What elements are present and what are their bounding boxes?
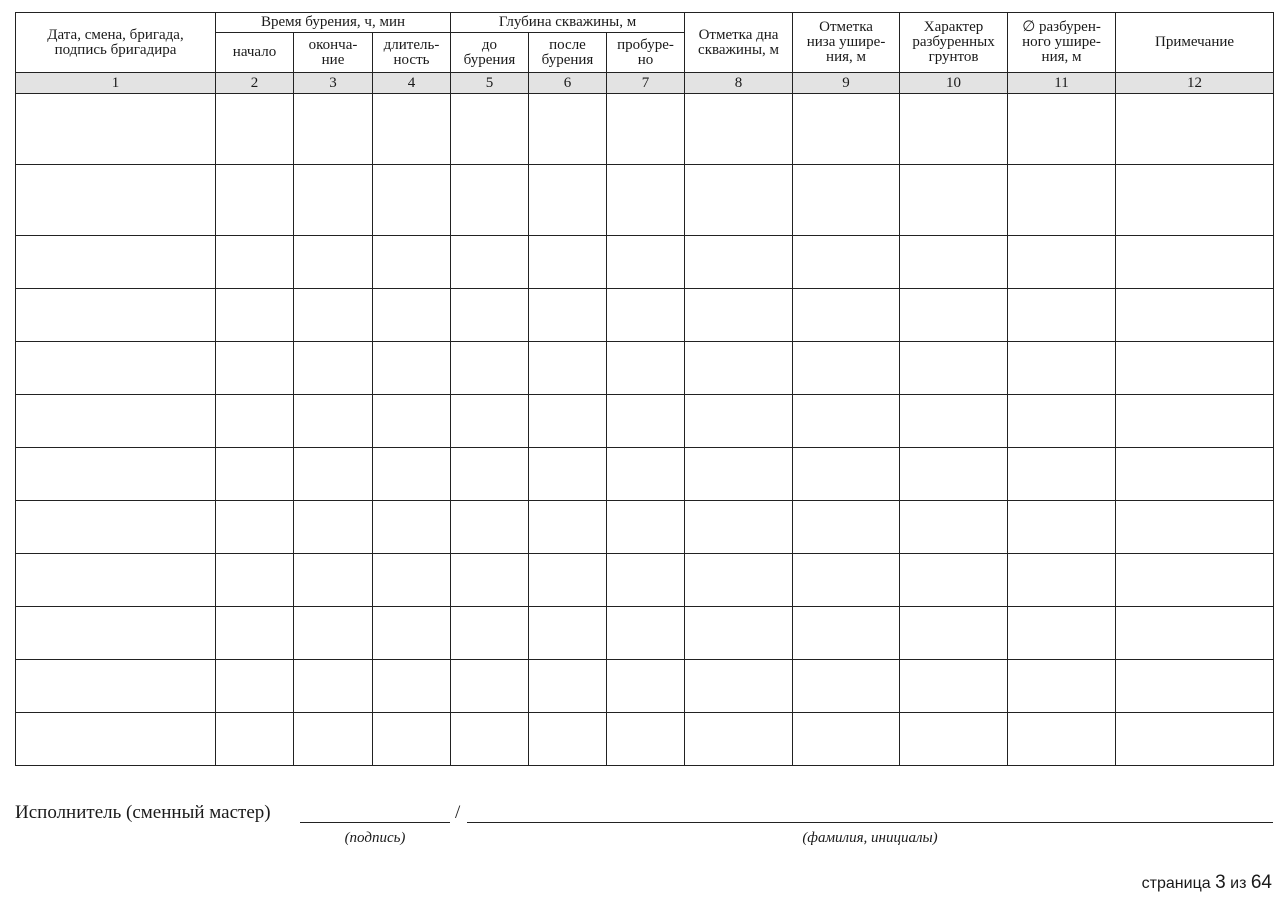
column-number: 4 (373, 73, 451, 94)
entry-cell[interactable] (1116, 554, 1274, 607)
entry-cell[interactable] (216, 94, 294, 165)
column-number: 7 (607, 73, 685, 94)
signature-slash: / (455, 802, 461, 823)
entry-cell[interactable] (607, 342, 685, 395)
entry-cell[interactable] (685, 660, 793, 713)
entry-cell[interactable] (373, 713, 451, 766)
entry-cell[interactable] (685, 165, 793, 236)
signature-line[interactable] (300, 822, 450, 823)
entry-cell[interactable] (1116, 236, 1274, 289)
column-number: 10 (900, 73, 1008, 94)
entry-cell[interactable] (451, 501, 529, 554)
page-total: 64 (1250, 872, 1272, 893)
entry-cell[interactable] (793, 448, 900, 501)
col-date-shift-header: Дата, смена, бригада, подпись бригадира (16, 13, 216, 73)
entry-cell[interactable] (1008, 165, 1116, 236)
entry-cell[interactable] (294, 94, 373, 165)
col-before-drilling-header: до бурения (451, 33, 529, 73)
table-row (16, 94, 1274, 165)
entry-cell[interactable] (685, 289, 793, 342)
entry-cell[interactable] (529, 554, 607, 607)
col-after-drilling-header: после бурения (529, 33, 607, 73)
entry-cell[interactable] (900, 236, 1008, 289)
entry-cell[interactable] (1008, 448, 1116, 501)
entry-cell[interactable] (1008, 236, 1116, 289)
entry-cell[interactable] (1116, 289, 1274, 342)
entry-cell[interactable] (607, 607, 685, 660)
entry-cell[interactable] (16, 660, 216, 713)
entry-cell[interactable] (1116, 342, 1274, 395)
entry-cell[interactable] (607, 501, 685, 554)
entry-cell[interactable] (16, 713, 216, 766)
entry-cell[interactable] (1116, 713, 1274, 766)
entry-cell[interactable] (451, 395, 529, 448)
entry-cell[interactable] (1008, 395, 1116, 448)
entry-cell[interactable] (685, 342, 793, 395)
entry-cell[interactable] (216, 448, 294, 501)
entry-cell[interactable] (900, 395, 1008, 448)
entry-cell[interactable] (900, 448, 1008, 501)
entry-cell[interactable] (1116, 501, 1274, 554)
entry-cell[interactable] (451, 165, 529, 236)
entry-cell[interactable] (294, 713, 373, 766)
entry-cell[interactable] (1008, 94, 1116, 165)
entry-cell[interactable] (216, 554, 294, 607)
entry-cell[interactable] (373, 554, 451, 607)
entry-cell[interactable] (607, 554, 685, 607)
col-bottom-mark-header: Отметка дна скважины, м (685, 13, 793, 73)
entry-cell[interactable] (607, 660, 685, 713)
entry-cell[interactable] (294, 501, 373, 554)
entry-cell[interactable] (1008, 607, 1116, 660)
entry-cell[interactable] (607, 236, 685, 289)
page-current: 3 (1215, 872, 1226, 893)
page-of: из (1230, 875, 1247, 892)
entry-cell[interactable] (607, 448, 685, 501)
entry-cell[interactable] (16, 289, 216, 342)
entry-cell[interactable] (294, 236, 373, 289)
entry-cell[interactable] (373, 448, 451, 501)
entry-cell[interactable] (685, 448, 793, 501)
entry-cell[interactable] (373, 660, 451, 713)
entry-cell[interactable] (685, 236, 793, 289)
entry-cell[interactable] (451, 660, 529, 713)
column-number: 9 (793, 73, 900, 94)
entry-cell[interactable] (16, 554, 216, 607)
entry-cell[interactable] (529, 165, 607, 236)
entry-cell[interactable] (16, 501, 216, 554)
entry-cell[interactable] (1008, 713, 1116, 766)
entry-cell[interactable] (216, 607, 294, 660)
entry-cell[interactable] (900, 554, 1008, 607)
entry-cell[interactable] (373, 94, 451, 165)
name-line[interactable] (467, 822, 1273, 823)
col-note-header: Примечание (1116, 13, 1274, 73)
table-row (16, 289, 1274, 342)
col-drilled-header: пробуре- но (607, 33, 685, 73)
entry-cell[interactable] (900, 713, 1008, 766)
table-row (16, 342, 1274, 395)
col-duration-header: длитель- ность (373, 33, 451, 73)
entry-cell[interactable] (793, 554, 900, 607)
column-number-row (16, 73, 1274, 94)
entry-cell[interactable] (607, 289, 685, 342)
entry-cell[interactable] (451, 713, 529, 766)
column-number: 5 (451, 73, 529, 94)
table-row (16, 236, 1274, 289)
entry-cell[interactable] (607, 165, 685, 236)
entry-cell[interactable] (294, 607, 373, 660)
entry-cell[interactable] (529, 501, 607, 554)
col-end-header: оконча- ние (294, 33, 373, 73)
entry-cell[interactable] (16, 165, 216, 236)
entry-cell[interactable] (451, 448, 529, 501)
col-widening-bottom-header: Отметка низа ушире- ния, м (793, 13, 900, 73)
entry-cell[interactable] (451, 342, 529, 395)
column-number: 2 (216, 73, 294, 94)
entry-cell[interactable] (451, 289, 529, 342)
entry-cell[interactable] (1008, 660, 1116, 713)
entry-cell[interactable] (373, 289, 451, 342)
table-row (16, 554, 1274, 607)
entry-cell[interactable] (451, 236, 529, 289)
entry-cell[interactable] (16, 94, 216, 165)
entry-cell[interactable] (793, 165, 900, 236)
entry-cell[interactable] (607, 713, 685, 766)
entry-cell[interactable] (900, 660, 1008, 713)
entry-cell[interactable] (793, 660, 900, 713)
entry-cell[interactable] (685, 554, 793, 607)
signature-block (15, 798, 1275, 858)
signature-caption: (подпись) (344, 830, 406, 846)
name-caption: (фамилия, инициалы) (802, 830, 938, 846)
table-row (16, 165, 1274, 236)
entry-cell[interactable] (529, 236, 607, 289)
entry-cell[interactable] (16, 448, 216, 501)
entry-cell[interactable] (1116, 165, 1274, 236)
entry-cell[interactable] (900, 342, 1008, 395)
column-number: 6 (529, 73, 607, 94)
table-row (16, 607, 1274, 660)
column-number: 3 (294, 73, 373, 94)
entry-cell[interactable] (1008, 554, 1116, 607)
entry-cell[interactable] (373, 501, 451, 554)
entry-cell[interactable] (685, 94, 793, 165)
entry-cell[interactable] (793, 713, 900, 766)
entry-cell[interactable] (685, 395, 793, 448)
entry-cell[interactable] (294, 448, 373, 501)
entry-cell[interactable] (529, 713, 607, 766)
column-number: 1 (16, 73, 216, 94)
entry-cell[interactable] (900, 607, 1008, 660)
entry-cell[interactable] (1008, 289, 1116, 342)
entry-cell[interactable] (607, 94, 685, 165)
entry-cell[interactable] (607, 395, 685, 448)
column-number: 8 (685, 73, 793, 94)
entry-cell[interactable] (1116, 448, 1274, 501)
well-depth-group-header: Глубина скважины, м (451, 13, 685, 33)
entry-cell[interactable] (451, 94, 529, 165)
entry-cell[interactable] (793, 342, 900, 395)
entry-cell[interactable] (216, 501, 294, 554)
entry-cell[interactable] (373, 165, 451, 236)
table-row (16, 660, 1274, 713)
entry-cell[interactable] (373, 607, 451, 660)
entry-cell[interactable] (793, 395, 900, 448)
entry-cell[interactable] (294, 342, 373, 395)
entry-cell[interactable] (529, 607, 607, 660)
entry-cell[interactable] (16, 395, 216, 448)
drilling-log-table (15, 12, 1274, 766)
column-number: 11 (1008, 73, 1116, 94)
entry-cell[interactable] (294, 289, 373, 342)
entry-cell[interactable] (529, 395, 607, 448)
entry-cell[interactable] (529, 448, 607, 501)
entry-cell[interactable] (294, 554, 373, 607)
entry-cell[interactable] (373, 395, 451, 448)
entry-cell[interactable] (1008, 501, 1116, 554)
entry-cell[interactable] (451, 607, 529, 660)
entry-cell[interactable] (793, 236, 900, 289)
entry-cell[interactable] (216, 289, 294, 342)
entry-cell[interactable] (1116, 607, 1274, 660)
entry-cell[interactable] (529, 660, 607, 713)
entry-cell[interactable] (373, 236, 451, 289)
col-soil-type-header: Характер разбуренных грунтов (900, 13, 1008, 73)
entry-cell[interactable] (793, 607, 900, 660)
entry-cell[interactable] (216, 660, 294, 713)
entry-cell[interactable] (793, 289, 900, 342)
entry-cell[interactable] (900, 289, 1008, 342)
entry-cell[interactable] (529, 94, 607, 165)
signature-label: Исполнитель (сменный мастер) (15, 802, 271, 823)
entry-cell[interactable] (1116, 660, 1274, 713)
entry-cell[interactable] (373, 342, 451, 395)
entry-cell[interactable] (216, 236, 294, 289)
entry-cell[interactable] (685, 607, 793, 660)
entry-cell[interactable] (685, 713, 793, 766)
table-row (16, 395, 1274, 448)
entry-cell[interactable] (16, 236, 216, 289)
entry-cell[interactable] (216, 342, 294, 395)
page-number (1142, 872, 1272, 894)
entry-cell[interactable] (793, 501, 900, 554)
entry-cell[interactable] (216, 395, 294, 448)
entry-cell[interactable] (529, 342, 607, 395)
col-widening-diameter-header: ∅ разбурен- ного ушире- ния, м (1008, 13, 1116, 73)
column-number: 12 (1116, 73, 1274, 94)
entry-cell[interactable] (1116, 395, 1274, 448)
entry-cell[interactable] (529, 289, 607, 342)
entry-cell[interactable] (216, 713, 294, 766)
entry-cell[interactable] (294, 165, 373, 236)
entry-cell[interactable] (451, 554, 529, 607)
entry-cell[interactable] (16, 342, 216, 395)
entry-cell[interactable] (294, 660, 373, 713)
entry-cell[interactable] (16, 607, 216, 660)
entry-cell[interactable] (1116, 94, 1274, 165)
entry-cell[interactable] (900, 94, 1008, 165)
table-row (16, 448, 1274, 501)
col-start-header: начало (216, 33, 294, 73)
page-word: страница (1141, 875, 1211, 892)
entry-cell[interactable] (1008, 342, 1116, 395)
entry-cell[interactable] (216, 165, 294, 236)
log-body (16, 94, 1274, 766)
drilling-time-group-header: Время бурения, ч, мин (216, 13, 451, 33)
entry-cell[interactable] (685, 501, 793, 554)
entry-cell[interactable] (900, 165, 1008, 236)
table-row (16, 501, 1274, 554)
entry-cell[interactable] (900, 501, 1008, 554)
table-row (16, 713, 1274, 766)
entry-cell[interactable] (294, 395, 373, 448)
entry-cell[interactable] (793, 94, 900, 165)
